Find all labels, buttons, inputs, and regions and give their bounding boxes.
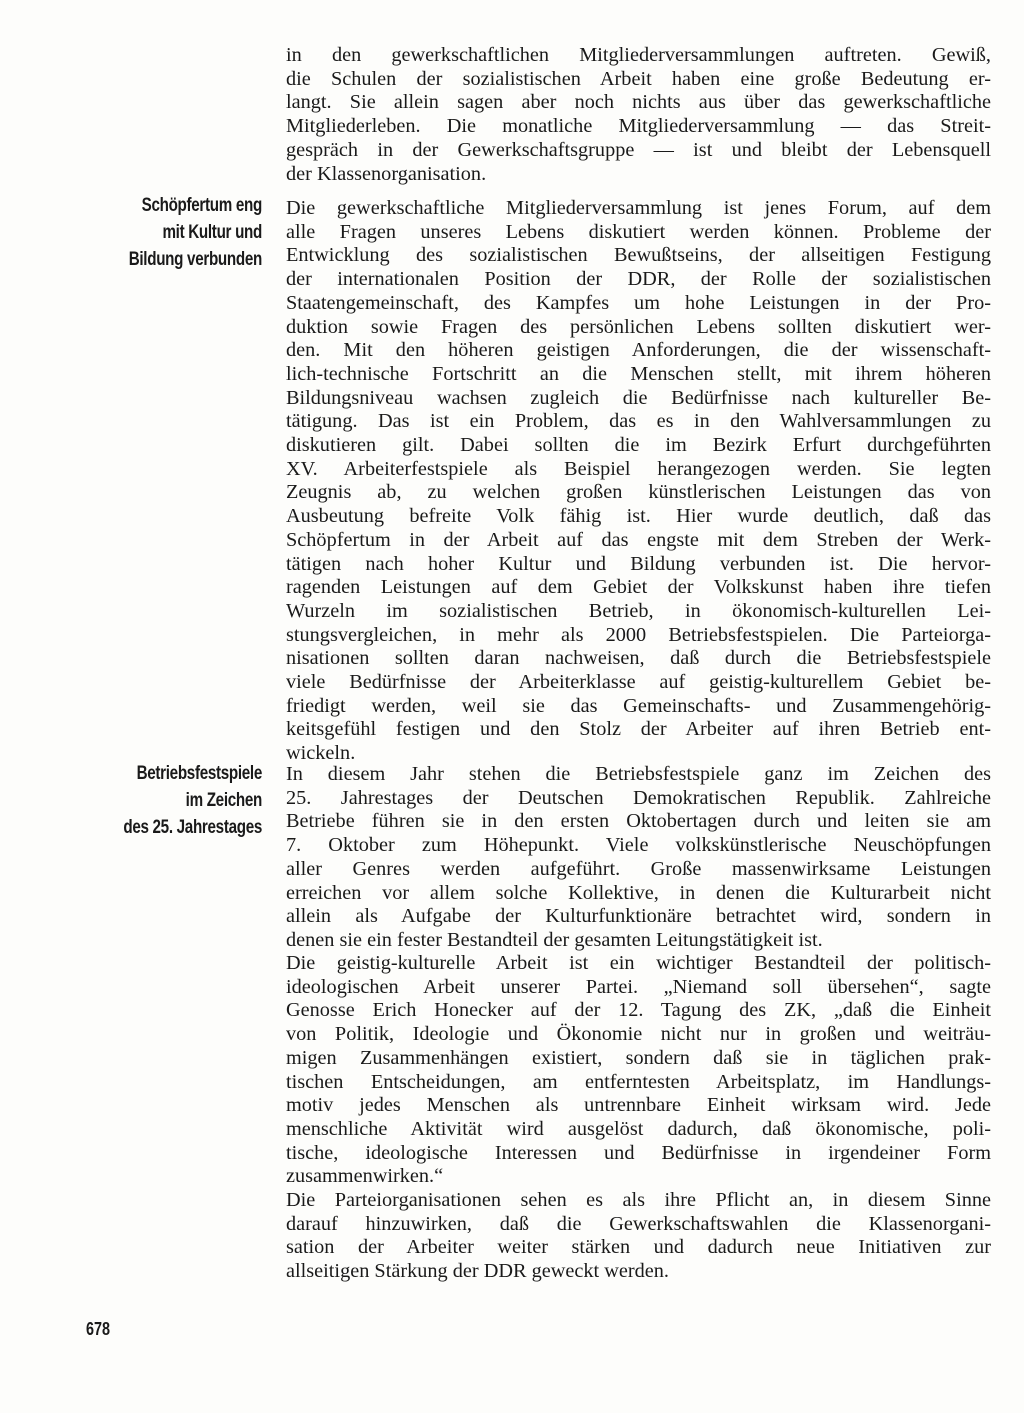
text-line: erreichen vor allem solche Kollektive, in denen die Kulturarbeit nicht (286, 881, 991, 904)
text-line: 25. Jahrestages der Deutschen Demokratischen Republik. Zahlreiche (286, 786, 991, 809)
text-line: von Politik, Ideologie und Ökonomie nicht nur in großen und weiträu- (286, 1023, 991, 1046)
text-line: migen Zusammenhängen existiert, sondern daß sie in täglichen prak- (286, 1046, 991, 1069)
text-line: lich-technische Fortschritt an die Menschen stellt, mit ihrem höheren (286, 362, 991, 385)
text-line: denen sie ein fester Bestandteil der gesamten Leitungstätigkeit ist. (286, 928, 823, 951)
margin-note-line: mit Kultur und (162, 221, 262, 243)
text-line: alle Fragen unseres Lebens diskutiert werden können. Probleme der (286, 220, 991, 243)
text-line: Wurzeln im sozialistischen Betrieb, in ökonomisch-kulturellen Lei- (286, 599, 991, 622)
text-line: gespräch in der Gewerkschaftsgruppe — ist und bleibt der Lebensquell (286, 138, 991, 161)
text-line: der internationalen Position der DDR, der Rolle der sozialistischen (286, 268, 991, 291)
text-line: tätigen nach hoher Kultur und Bildung verbunden ist. Die hervor- (286, 552, 991, 575)
text-line: den. Mit den höheren geistigen Anforderungen, die der wissenschaft- (286, 339, 991, 362)
paragraph-continuation (286, 44, 991, 186)
text-line: Betriebe führen sie in den ersten Oktobertagen durch und leiten sie am (286, 810, 991, 833)
margin-note-betriebsfestspiele (106, 760, 262, 841)
text-line: Mitgliederleben. Die monatliche Mitgliederversammlung — das Streit- (286, 115, 991, 138)
text-line: in den gewerkschaftlichen Mitgliederversammlungen auftreten. Gewiß, (286, 44, 991, 66)
text-line: menschliche Aktivität wird ausgelöst dadurch, daß ökonomische, poli- (286, 1117, 991, 1140)
text-line: motiv jedes Menschen als untrennbare Einheit wirksam wird. Jede (286, 1094, 991, 1117)
page-number: 678 (86, 1319, 111, 1339)
text-line: Bildungsniveau wachsen zugleich die Bedürfnisse nach kultureller Be- (286, 386, 991, 409)
text-line: sation der Arbeiter weiter stärken und dadurch neue Initiativen zur (286, 1236, 991, 1259)
paragraph-mitgliederversammlung (286, 197, 991, 766)
text-line: tischen Entscheidungen, am entferntesten Arbeitsplatz, im Handlungs- (286, 1070, 991, 1093)
text-line: stungsvergleichen, in mehr als 2000 Betriebsfestspielen. Die Parteiorga- (286, 623, 991, 646)
paragraph-betriebsfestspiele (286, 763, 991, 953)
text-line: Schöpfertum in der Arbeit auf das engste mit dem Streben der Werk- (286, 528, 991, 551)
paragraph-geistig-kulturelle-arbeit (286, 952, 991, 1189)
text-line: tische, ideologische Interessen und Bedürfnisse in irgendeiner Form (286, 1141, 991, 1164)
margin-note-line: Schöpfertum eng (141, 194, 262, 216)
text-line: Zeugnis ab, zu welchen großen künstlerischen Leistungen das von (286, 481, 991, 504)
text-line: allein als Aufgabe der Kulturfunktionäre betrachtet wird, sondern in (286, 905, 991, 928)
text-line: Genosse Erich Honecker auf der 12. Tagung des ZK, „daß die Einheit (286, 999, 991, 1022)
margin-note-schoepfertum (106, 192, 262, 273)
text-line: aller Genres werden aufgeführt. Große massenwirksame Leistungen (286, 857, 991, 880)
text-line: der Klassenorganisation. (286, 162, 487, 185)
margin-note-line: des 25. Jahrestages (123, 816, 263, 838)
margin-note-line: Betriebsfestspiele (136, 762, 262, 784)
text-line: allseitigen Stärkung der DDR geweckt werden. (286, 1260, 669, 1283)
text-line: 7. Oktober zum Höhepunkt. Viele volkskünstlerische Neuschöpfungen (286, 834, 991, 857)
text-line: zusammenwirken.“ (286, 1165, 444, 1188)
text-line: diskutieren gilt. Dabei sollten die im Bezirk Erfurt durchgeführten (286, 434, 991, 457)
text-line: nisationen sollten daran nachweisen, daß durch die Betriebsfestspiele (286, 647, 991, 670)
text-line: Die Parteiorganisationen sehen es als ihre Pflicht an, in diesem Sinne (286, 1189, 991, 1211)
margin-note-line: im Zeichen (185, 789, 262, 811)
text-line: darauf hinzuwirken, daß die Gewerkschaftswahlen die Klassenorgani- (286, 1212, 991, 1235)
text-line: ragenden Leistungen auf dem Gebiet der Volkskunst haben ihre tiefen (286, 576, 991, 599)
text-line: keitsgefühl festigen und den Stolz der Arbeiter auf ihren Betrieb ent- (286, 718, 991, 741)
text-line: Die geistig-kulturelle Arbeit ist ein wichtiger Bestandteil der politisch- (286, 952, 991, 974)
text-line: Die gewerkschaftliche Mitgliederversammlung ist jenes Forum, auf dem (286, 197, 991, 219)
margin-note-line: Bildung verbunden (128, 248, 262, 270)
text-line: ideologischen Arbeit unserer Partei. „Niemand soll übersehen“, sagte (286, 975, 991, 998)
text-line: XV. Arbeiterfestspiele als Beispiel herangezogen werden. Sie legten (286, 457, 991, 480)
paragraph-parteiorganisationen (286, 1189, 991, 1284)
text-line: tätigung. Das ist ein Problem, das es in den Wahlversammlungen zu (286, 410, 991, 433)
text-line: langt. Sie allein sagen aber noch nichts aus über das gewerkschaftliche (286, 91, 991, 114)
text-line: friedigt werden, weil sie das Gemeinschafts- und Zusammengehörig- (286, 694, 991, 717)
text-line: die Schulen der sozialistischen Arbeit haben eine große Bedeutung er- (286, 67, 991, 90)
text-line: Entwicklung des sozialistischen Bewußtseins, der allseitigen Festigung (286, 244, 991, 267)
text-line: Staatengemeinschaft, des Kampfes um hohe Leistungen in der Pro- (286, 291, 991, 314)
text-line: In diesem Jahr stehen die Betriebsfestspiele ganz im Zeichen des (286, 763, 991, 785)
text-line: Ausbeutung befreite Volk fähig ist. Hier wurde deutlich, daß das (286, 505, 991, 528)
text-line: viele Bedürfnisse der Arbeiterklasse auf geistig-kulturellem Gebiet be- (286, 671, 991, 694)
text-line: duktion sowie Fragen des persönlichen Lebens sollten diskutiert wer- (286, 315, 991, 338)
text-line: wickeln. (286, 742, 356, 765)
